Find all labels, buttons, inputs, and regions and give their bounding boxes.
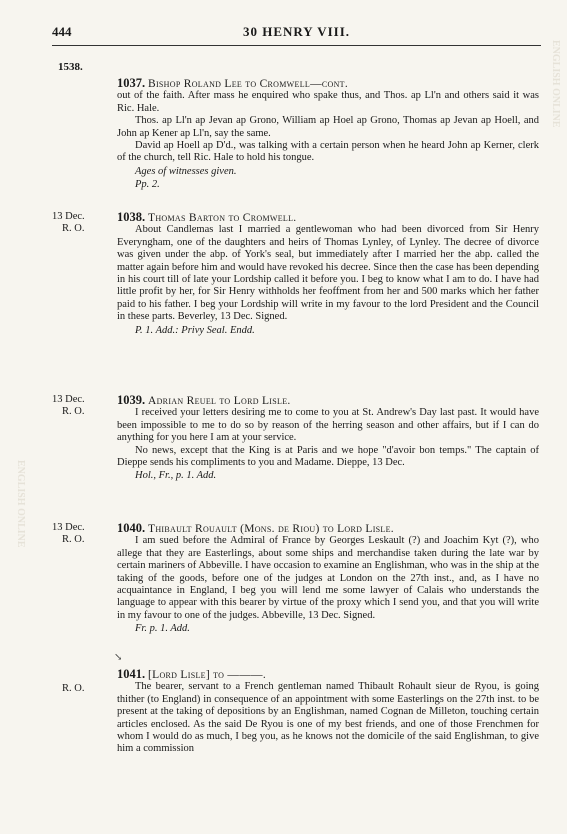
entry-note-text: Ages of witnesses given. (135, 165, 237, 177)
entry-paragraph: No news, except that the King is at Paris and we hope "d'avoir bon temps." The captain of Dieppe sends his compliments to you and Madame. Dieppe, 13 Dec. (117, 444, 539, 469)
page-number: 444 (52, 24, 72, 39)
margin-1038 (52, 211, 112, 235)
entry-paragraph: About Candlemas last I married a gentlewoman who had been divorced from Sir Henry Everyngham, one of the daughters and heirs of Thomas Lynley, of Lynley. The decree of divorce was given under the abp. of York's seal, but immediately after I married her the abp. called the matter again before him and would have revoked his decree. Since then the case has been depending in his court till of late your Lordship called it before you. I beg to know what I am to do. I have had little profit by her, for Sir Henry withholds her feoffment from her and 500 marks which her father paid to his father. I beg your Lordship will write in my favour to the lord President and the Council in these parts. Beverley, 13 Dec. Signed. (117, 224, 539, 323)
entry-heading (117, 211, 539, 224)
header-rule (52, 45, 541, 46)
entry-note (117, 325, 539, 337)
entry-number: 1040. (117, 521, 146, 535)
entry-paragraph: I am sued before the Admiral of France by Georges Leskault (?) and Joachim Kyt (?), who allege that they are Easterlings, about some ships and merchandise taken during the late war by certain mariners of Abbeville. I have occasion to examine an Englishman, who was in the ship at the taking of the goods, before one of the judges at London on the 27th inst., and, as I have no acquaintance in England, I beg you will lend me some lawyer of Calais who understands the language to appear with this bearer by virtue of the proxy which I send you, and that you will write in my favour to one of the judges. Abbeville, 13 Dec. Signed. (117, 535, 539, 621)
entry-note (117, 470, 539, 482)
entry-paragraph: David ap Hoell ap D'd., was talking with a certain person when he heard John ap Kerner, clerk of the church, tell Ric. Hale to hold his tongue. (117, 140, 539, 164)
entry-note (117, 623, 539, 635)
entry-pages (117, 179, 539, 191)
entry-heading (117, 394, 539, 407)
margin-1039 (52, 394, 112, 418)
entry-title: [Lord Lisle] to ———. (148, 669, 267, 681)
entry-1037 (117, 77, 539, 192)
entry-heading (117, 668, 539, 681)
entry-number: 1039. (117, 393, 146, 407)
entry-paragraph: I received your letters desiring me to come to you at St. Andrew's Day last past. It would have been impossible to me to do so by reason of the herring season and other affairs, but if I can do anything for you here I am at your service. (117, 407, 539, 444)
entry-number: 1037. (117, 76, 146, 90)
margin-1041 (52, 683, 112, 695)
entry-heading (117, 77, 539, 90)
entry-date: 13 Dec. (52, 522, 85, 533)
entry-note-text: P. 1. Add.: Privy Seal. Endd. (135, 324, 255, 336)
entry-1038 (117, 211, 539, 337)
entry-source: R. O. (62, 406, 85, 417)
entry-1040 (117, 522, 539, 636)
entry-number: 1041. (117, 667, 146, 681)
entry-title: Adrian Reuel to Lord Lisle. (148, 395, 291, 407)
entry-note (117, 166, 539, 178)
entry-source: R. O. (62, 683, 85, 694)
entry-1039 (117, 394, 539, 483)
entry-paragraph: The bearer, servant to a French gentleman named Thibault Rohault sieur de Ryou, is going thither (to England) in consequence of an appointment with some Easterlings on the 27th inst. to be present at the taking of depositions by an Englishman, named Cognan de Milleton, touching certain articles enclosed. As the said De Ryou is one of my best friends, and one of those Frenchmen for whom I would do as much, I beg you, as he knows not the domicile of the said Englishman, to give him a commission (117, 681, 539, 755)
entry-pages-text: Pp. 2. (135, 179, 160, 191)
entry-note-text: Hol., Fr., p. 1. Add. (135, 470, 217, 482)
entry-heading (117, 522, 539, 535)
entry-note-text: Fr. p. 1. Add. (135, 623, 190, 635)
entry-title: Thomas Barton to Cromwell. (148, 212, 297, 224)
margin-mark: ↘ (114, 652, 123, 663)
entry-number: 1038. (117, 210, 146, 224)
page-header (52, 24, 541, 46)
entry-date: 13 Dec. (52, 211, 85, 222)
entry-source: R. O. (62, 534, 85, 545)
year-label: 1538. (58, 61, 83, 73)
entry-1041 (117, 668, 539, 756)
entry-title: Bishop Roland Lee to Cromwell—cont. (148, 78, 349, 90)
entry-paragraph: Thos. ap Ll'n ap Jevan ap Grono, William ap Hoel ap Grono, Thomas ap Jevan ap Hoell, and John ap Kener ap Ll'n, say the same. (117, 115, 539, 139)
entry-paragraph: out of the faith. After mass he enquired who spake thus, and Thos. ap Ll'n and others said it was Ric. Hale. (117, 90, 539, 114)
margin-1040 (52, 522, 112, 546)
entry-source: R. O. (62, 223, 85, 234)
watermark-top: ENGLISH ONLINE (550, 40, 561, 128)
entry-date: 13 Dec. (52, 394, 85, 405)
watermark-left: ENGLISH ONLINE (15, 460, 26, 548)
entry-title: Thibault Rouault (Mons. de Riou) to Lord Lisle. (148, 523, 394, 535)
running-head: 30 HENRY VIII. (242, 24, 351, 39)
